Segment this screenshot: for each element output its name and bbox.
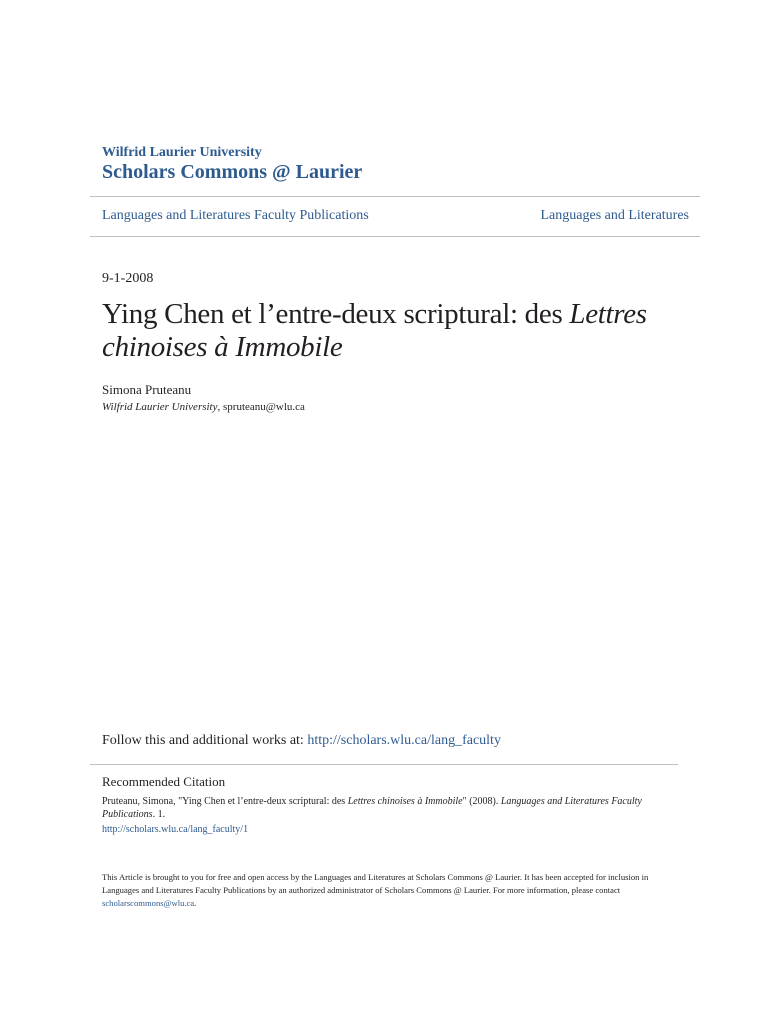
citation-part-1: Pruteanu, Simona, "Ying Chen et l’entre-deux scriptural: des [102, 796, 348, 807]
citation-series-italic: Languages and Literatures Faculty Publications [102, 796, 642, 820]
institution-name: Wilfrid Laurier University [102, 145, 262, 160]
author-affiliation [102, 400, 305, 414]
follow-works-line [102, 732, 501, 750]
publication-date: 9-1-2008 [102, 271, 154, 286]
affiliation-name: Wilfrid Laurier University [102, 401, 218, 413]
follow-link[interactable]: http://scholars.wlu.ca/lang_faculty [307, 733, 501, 748]
citation-title-italic: Lettres chinoises à Immobile [347, 796, 463, 807]
article-title-italic-1: Lettres [569, 298, 647, 330]
divider-citation [90, 764, 678, 765]
affiliation-separator: , [217, 401, 223, 413]
follow-label: Follow this and additional works at: [102, 733, 308, 748]
repository-name[interactable]: Scholars Commons @ Laurier [102, 161, 363, 183]
contact-email-link[interactable]: scholarscommons@wlu.ca [102, 898, 195, 908]
citation-part-3: . 1. [152, 809, 166, 820]
collection-link-department[interactable]: Languages and Literatures [540, 208, 689, 223]
recommended-citation-heading: Recommended Citation [102, 774, 226, 789]
citation-link[interactable]: http://scholars.wlu.ca/lang_faculty/1 [102, 824, 249, 835]
notice-text: This Article is brought to you for free and open access by the Languages and Literatures at Scholars Commons @ Laurier. It has been accepted for inclusion in Languages and Literatures Faculty Publications by an authorized administrator of Scholars Commons @ Laurier. For more information, please contact [102, 872, 649, 895]
article-title [102, 298, 662, 364]
notice-end: . [194, 898, 197, 908]
divider-collections [90, 236, 700, 237]
collection-link-faculty-publications[interactable]: Languages and Literatures Faculty Publications [102, 208, 369, 223]
author-name: Simona Pruteanu [102, 382, 192, 397]
author-email: spruteanu@wlu.ca [223, 401, 305, 413]
citation-text [102, 795, 662, 836]
article-title-italic-2: chinoises à Immobile [102, 331, 343, 363]
divider-top [90, 196, 700, 197]
citation-part-2: " (2008). [462, 796, 501, 807]
open-access-notice [102, 871, 662, 910]
article-title-plain: Ying Chen et l’entre-deux scriptural: des [102, 298, 570, 330]
